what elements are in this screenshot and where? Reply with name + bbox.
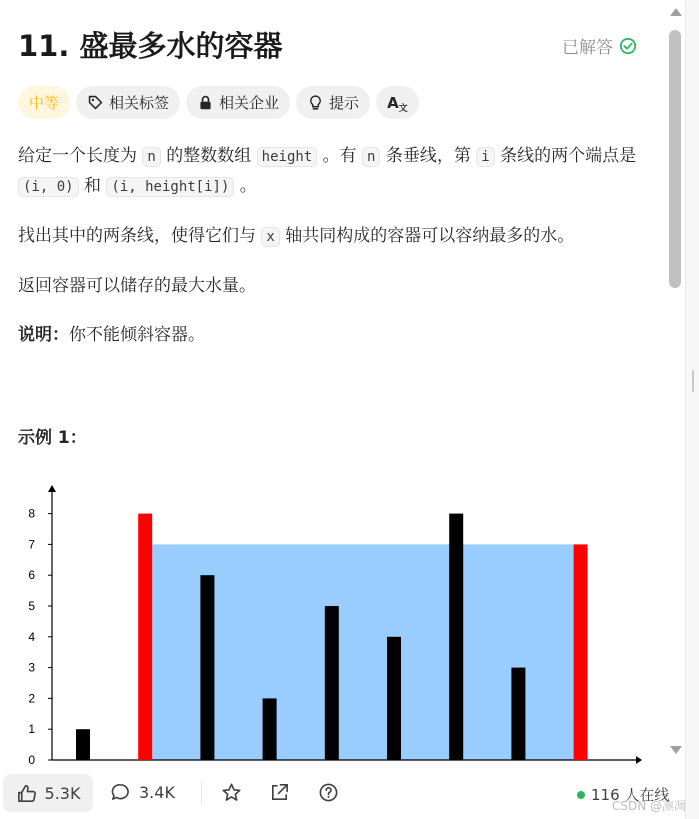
text: 找出其中的两条线，使得它们与 [18,226,262,246]
like-button[interactable] [3,774,93,812]
y-tick-label: 7 [28,537,35,552]
scroll-down-arrow-icon[interactable] [670,746,682,754]
chart-bar [511,668,525,760]
related-tags-label: 相关标签 [109,94,170,112]
water-area [152,544,573,760]
note-label: 说明： [18,325,69,345]
like-count: 5.3K [44,783,81,803]
text: 条垂线，第 [380,146,477,166]
lock-icon [197,94,214,111]
text: 和 [78,176,107,196]
chart-bar [76,729,90,760]
share-button[interactable] [269,782,290,803]
chart-bar [200,575,214,760]
inline-code: (i, 0) [18,177,79,197]
text: 给定一个长度为 [18,146,143,166]
bottom-toolbar [0,772,699,819]
resize-grip-icon [692,370,694,392]
hint-label: 提示 [329,94,360,112]
chart-bar [449,514,463,760]
chart-bar [325,606,339,760]
x-axis-arrow [636,756,642,764]
thumbs-up-icon [16,783,37,804]
chart-bar [574,544,588,760]
translate-icon-sub: 文 [398,103,408,114]
inline-code: (i, height[i]) [106,177,234,197]
y-tick-label: 0 [28,753,35,767]
example-title: 示例 1： [18,428,87,448]
description-paragraph-1 [18,142,658,202]
problem-title: 11. 盛最多水的容器 [18,29,283,63]
text: 的整数数组 [160,146,257,166]
note-text: 你不能倾斜容器。 [69,325,205,345]
hint-button[interactable] [296,86,370,119]
check-circle-icon [619,37,637,55]
text: 。有 [317,146,363,166]
chart-bar [263,698,277,760]
comment-count: 3.4K [139,783,175,802]
comments-button[interactable] [110,782,175,803]
online-dot [577,791,585,799]
solved-status-label: 已解答 [562,38,613,58]
panel-resize-handle[interactable] [685,0,699,819]
inline-code: n [142,147,160,167]
scroll-up-arrow-icon[interactable] [670,8,682,16]
favorite-button[interactable] [221,782,242,803]
tag-row [18,86,419,119]
online-count: 116 人在线 [591,786,670,804]
y-tick-label: 2 [28,691,35,706]
scrollbar-thumb[interactable] [669,30,681,288]
translate-icon-a: A [387,93,399,112]
toolbar-divider [201,781,202,805]
example-chart [0,478,660,768]
star-icon [221,782,242,803]
description-paragraph-3: 返回容器可以储存的最大水量。 [18,276,256,296]
related-companies-button[interactable] [186,86,290,119]
lightbulb-icon [307,94,324,111]
help-button[interactable] [318,782,339,803]
description-paragraph-2 [18,222,658,252]
inline-code: i [476,147,494,167]
y-tick-label: 6 [28,568,35,583]
inline-code: x [261,227,279,247]
text: 轴共同构成的容器可以容纳最多的水。 [279,226,575,246]
external-link-icon [269,782,290,803]
y-tick-label: 1 [28,722,35,737]
translate-button[interactable] [376,86,419,119]
inline-code: n [362,147,380,167]
text: 。 [234,176,257,196]
tag-icon [87,94,104,111]
chart-bar [387,637,401,760]
related-tags-button[interactable] [76,86,180,119]
problem-description [18,142,658,350]
comment-icon [110,782,131,803]
y-axis-arrow [48,485,56,492]
difficulty-badge: 中等 [18,86,70,119]
inline-code: height [257,147,318,167]
y-tick-label: 4 [28,629,35,644]
translate-icon [387,94,408,112]
solved-status [562,33,637,58]
text: 条线的两个端点是 [494,146,637,166]
y-tick-label: 8 [28,506,35,521]
question-circle-icon [318,782,339,803]
watermark: CSDN @凛凋 [612,799,687,813]
y-tick-label: 3 [28,660,35,675]
chart-bar [138,514,152,760]
y-tick-label: 5 [28,599,35,613]
vertical-scrollbar[interactable] [667,0,685,772]
related-companies-label: 相关企业 [219,94,280,112]
description-note [18,321,658,350]
